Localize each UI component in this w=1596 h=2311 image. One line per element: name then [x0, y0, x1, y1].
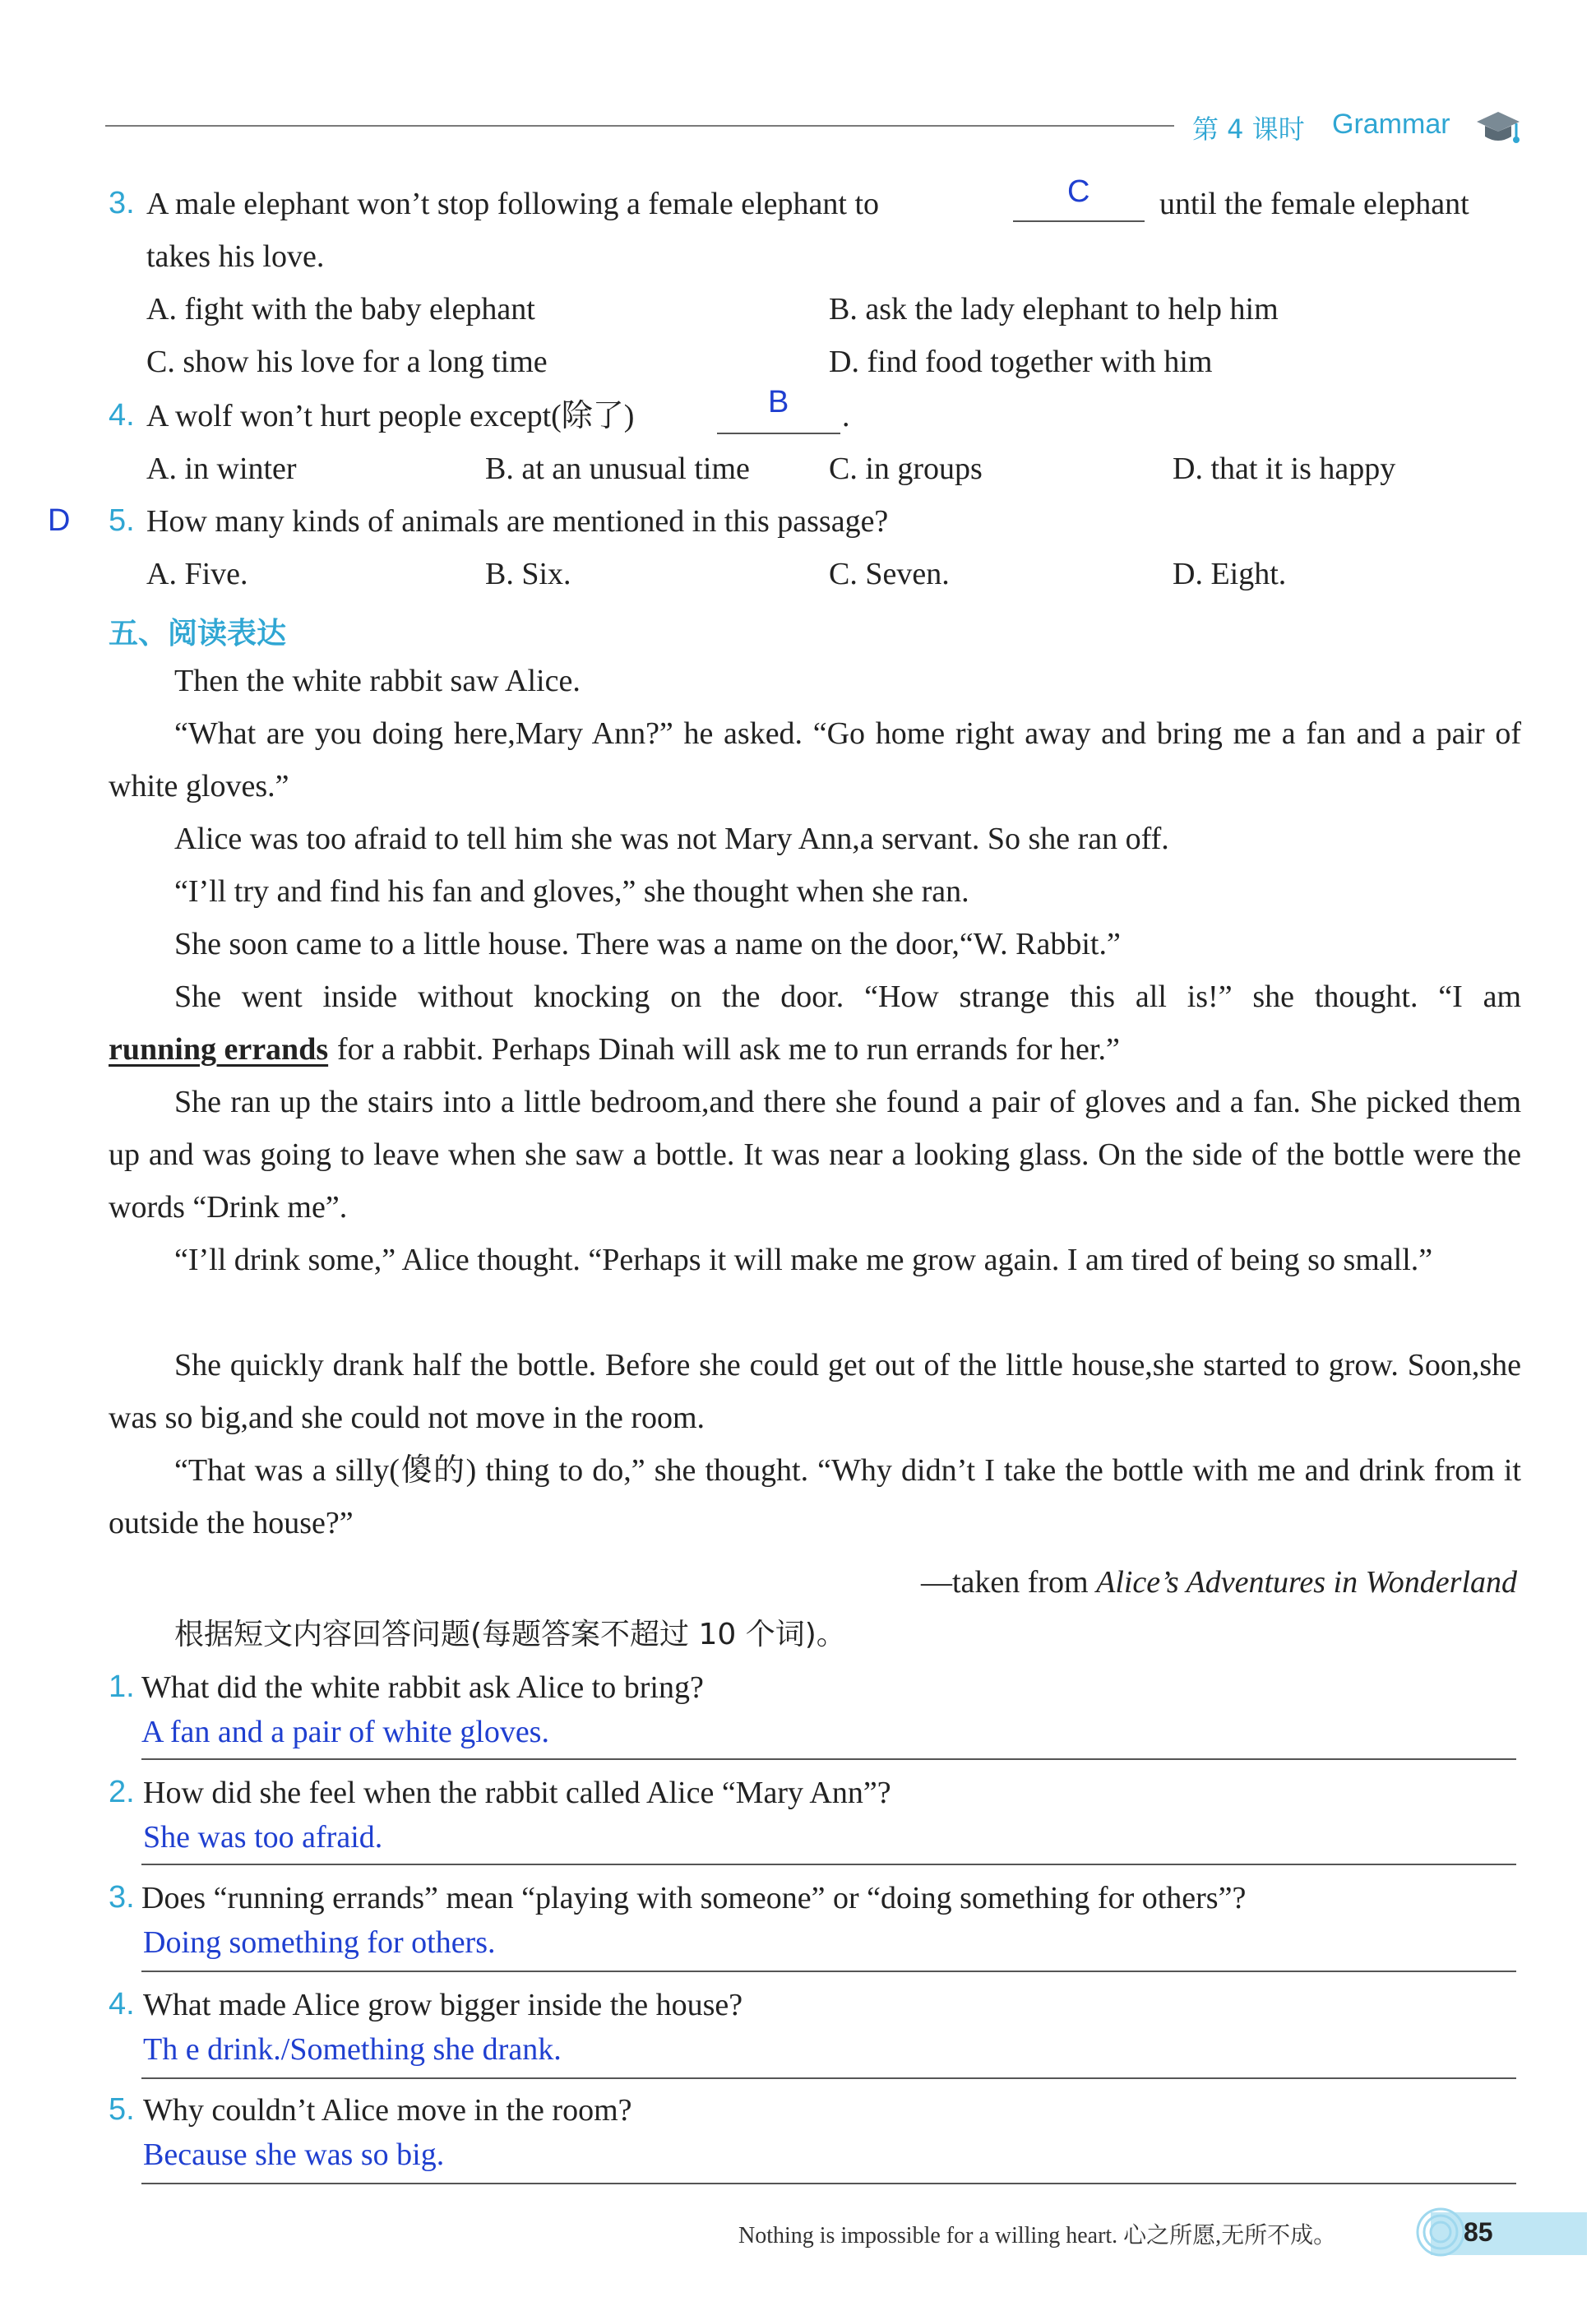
- paragraph: “That was a silly(傻的) thing to do,” she thought. “Why didn’t I take the bottle with me and drink from it outside the house?”: [109, 1453, 1521, 1540]
- option: C. show his love for a long time: [146, 345, 548, 379]
- source-prefix: —taken from: [920, 1565, 1097, 1600]
- question-number: 2.: [109, 1775, 135, 1809]
- question-number: 3.: [109, 1880, 135, 1915]
- spiral-icon: [1414, 2206, 1467, 2258]
- question-text: Why couldn’t Alice move in the room?: [143, 2093, 632, 2128]
- option: D. Eight.: [1173, 557, 1287, 591]
- paragraph: “What are you doing here,Mary Ann?” he asked. “Go home right away and bring me a fan and a pair of white gloves.”: [109, 716, 1521, 804]
- answer-letter: D: [48, 503, 71, 538]
- lesson-label: 第 4 课时: [1192, 113, 1305, 145]
- section-heading: 五、阅读表达: [109, 617, 287, 651]
- answer-line: [141, 1864, 1516, 1865]
- paragraph: She went inside without knocking on the door. “How strange this all is!” she thought. “I am: [174, 980, 1521, 1014]
- answer-blank: [1013, 220, 1145, 222]
- paragraph: Alice was too afraid to tell him she was not Mary Ann,a servant. So she ran off.: [174, 822, 1169, 856]
- question-text: What made Alice grow bigger inside the house?: [143, 1988, 743, 2022]
- option: D. that it is happy: [1173, 452, 1396, 486]
- source-title: Alice’s Adventures in Wonderland: [1096, 1565, 1517, 1600]
- paragraph: She soon came to a little house. There was a name on the door,“W. Rabbit.”: [174, 927, 1121, 961]
- section-label: Grammar: [1332, 109, 1450, 140]
- question-stem-cont: takes his love.: [146, 239, 325, 274]
- question-text: How did she feel when the rabbit called Alice “Mary Ann”?: [143, 1776, 891, 1810]
- question-number: 5.: [109, 2092, 135, 2127]
- answer-line: [141, 1971, 1516, 1972]
- question-stem: A male elephant won’t stop following a female elephant to: [146, 187, 879, 221]
- question-number: 4.: [109, 398, 135, 433]
- option: C. Seven.: [829, 557, 950, 591]
- answer-line: [141, 2077, 1516, 2079]
- answer-line: [141, 1758, 1516, 1760]
- answer-text: Th e drink./Something she drank.: [143, 2032, 562, 2067]
- question-number: 1.: [109, 1670, 135, 1704]
- option: B. at an unusual time: [485, 452, 750, 486]
- footer-motto: Nothing is impossible for a willing heart. 心之所愿,无所不成。: [738, 2223, 1337, 2248]
- header-rule: [105, 125, 1174, 127]
- option: A. in winter: [146, 452, 297, 486]
- question-stem-cont: until the female elephant: [1159, 187, 1469, 221]
- answer-letter: C: [1067, 174, 1090, 209]
- answer-line: [141, 2183, 1516, 2184]
- answer-text: Because she was so big.: [143, 2137, 445, 2172]
- question-text: What did the white rabbit ask Alice to bring?: [141, 1670, 704, 1705]
- question-number: 5.: [109, 503, 135, 538]
- paragraph: She ran up the stairs into a little bedroom,and there she found a pair of gloves and a fan. She picked them up and was going to leave when she saw a bottle. It was near a looking glass. On the side of the bottle were the words “Drink me”.: [109, 1085, 1521, 1225]
- paragraph: She quickly drank half the bottle. Before she could get out of the little house,she started to grow. Soon,she was so big,and she could not move in the room.: [109, 1348, 1521, 1435]
- question-text: Does “running errands” mean “playing with someone” or “doing something for others”?: [141, 1881, 1247, 1915]
- option: A. fight with the baby elephant: [146, 292, 535, 327]
- option: B. Six.: [485, 557, 571, 591]
- option: A. Five.: [146, 557, 248, 591]
- answer-text: She was too afraid.: [143, 1820, 383, 1855]
- paragraph-cont: for a rabbit. Perhaps Dinah will ask me to run errands for her.”: [337, 1032, 1120, 1067]
- instruction: 根据短文内容回答问题(每题答案不超过 10 个词)。: [174, 1618, 846, 1651]
- question-number: 4.: [109, 1987, 135, 2022]
- answer-text: Doing something for others.: [143, 1925, 496, 1960]
- question-stem-cont: .: [842, 399, 850, 433]
- source-line: [921, 1564, 1517, 1600]
- paragraph: Then the white rabbit saw Alice.: [174, 664, 581, 698]
- paragraph: “I’ll try and find his fan and gloves,” she thought when she ran.: [174, 874, 969, 909]
- option: C. in groups: [829, 452, 983, 486]
- page-number: 85: [1464, 2217, 1493, 2247]
- paragraph: “I’ll drink some,” Alice thought. “Perhaps it will make me grow again. I am tired of being so small.”: [174, 1243, 1433, 1277]
- answer-text: A fan and a pair of white gloves.: [141, 1715, 549, 1749]
- option: D. find food together with him: [829, 345, 1213, 379]
- graduation-cap-icon: [1473, 105, 1523, 148]
- bold-phrase: running errands: [109, 1032, 329, 1067]
- question-number: 3.: [109, 186, 135, 220]
- answer-blank: [717, 433, 840, 434]
- question-stem: How many kinds of animals are mentioned in this passage?: [146, 504, 889, 539]
- answer-letter: B: [768, 385, 789, 419]
- question-stem: A wolf won’t hurt people except(除了): [146, 399, 635, 433]
- option: B. ask the lady elephant to help him: [829, 292, 1279, 327]
